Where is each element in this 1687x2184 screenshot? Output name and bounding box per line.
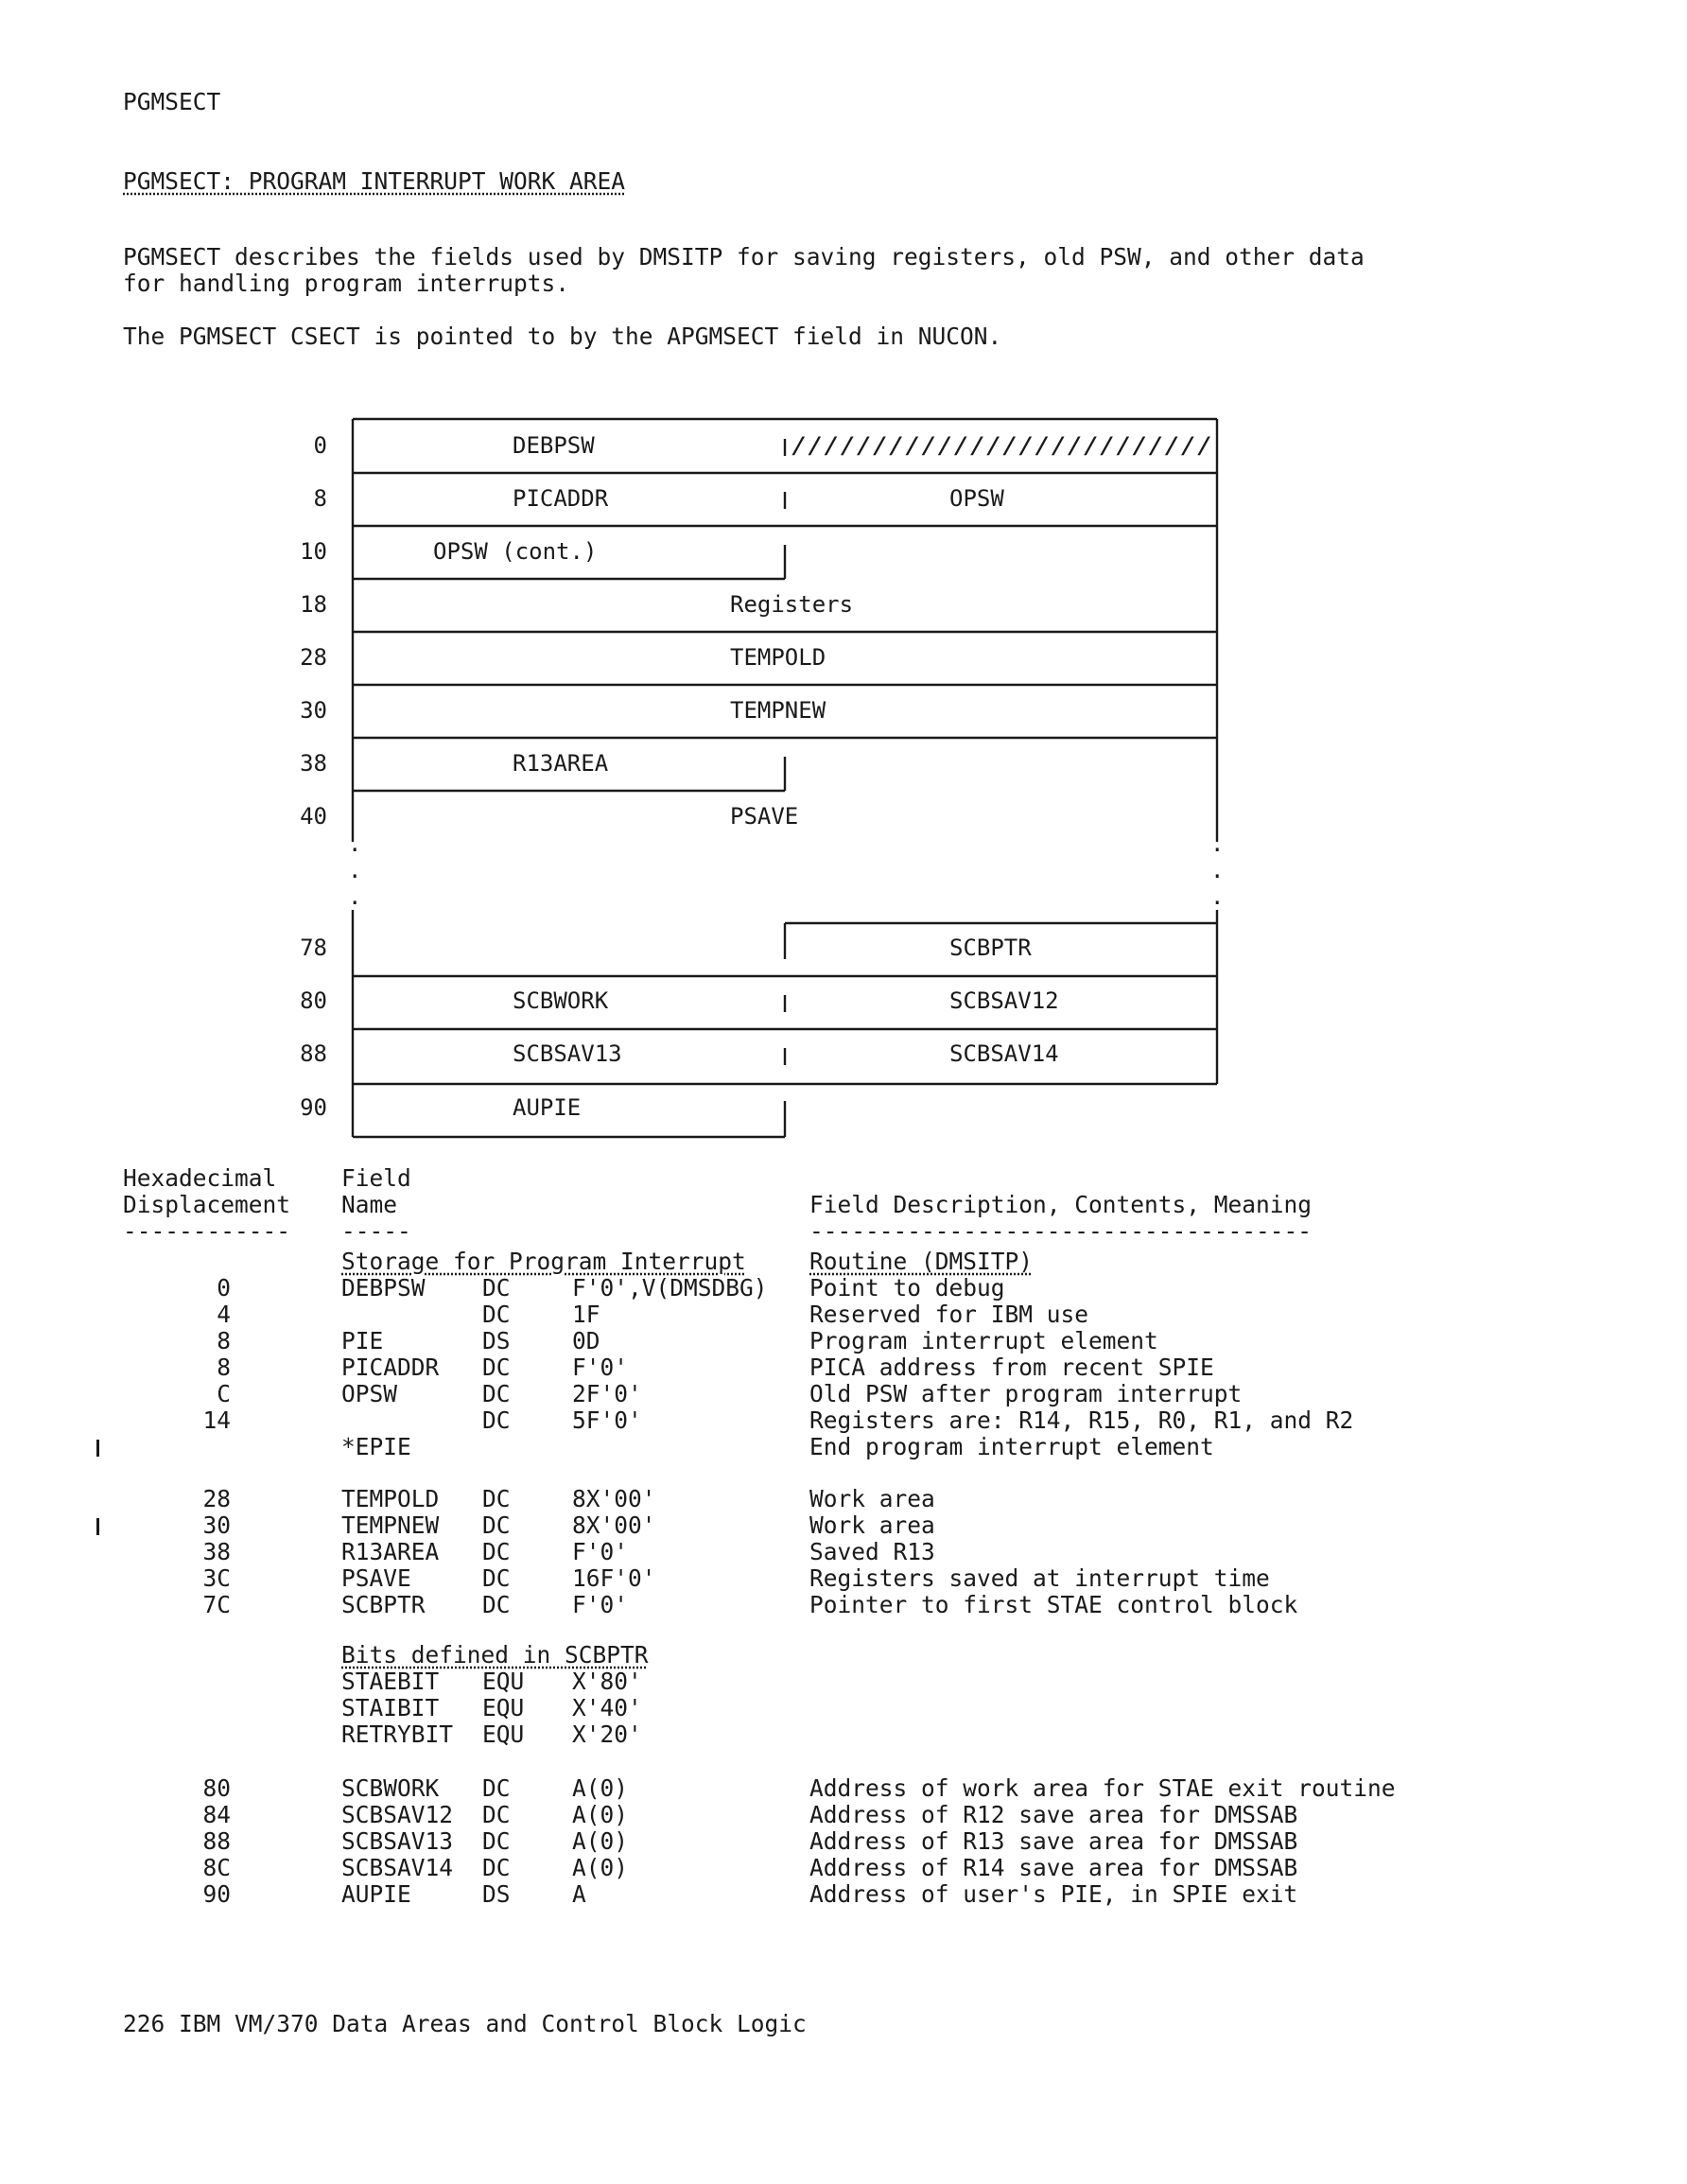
row-description: Work area [809, 1511, 935, 1539]
row-field-name: SCBWORK [341, 1774, 440, 1802]
row-description: Registers are: R14, R15, R0, R1, and R2 [809, 1406, 1354, 1434]
row-type: DC [482, 1801, 511, 1828]
row-field-name: PICADDR [341, 1354, 440, 1381]
row-type: DC [482, 1564, 511, 1592]
row-field-name: *EPIE [341, 1433, 411, 1460]
row-displacement: 7C [202, 1591, 231, 1618]
row-displacement: 90 [202, 1880, 231, 1908]
field-label-tempold: TEMPOLD [730, 644, 826, 671]
field-label-opsw-cont: OPSW (cont.) [433, 538, 598, 565]
row-displacement: 14 [202, 1406, 231, 1434]
field-label-scbsav12: SCBSAV12 [949, 987, 1059, 1014]
row-value: F'0',V(DMSDBG) [572, 1274, 768, 1302]
row-description: Address of R12 save area for DMSSAB [809, 1801, 1298, 1828]
row-value: A(0) [572, 1801, 629, 1828]
field-label-picaddr: PICADDR [513, 485, 609, 512]
offset-label: 28 [300, 644, 327, 671]
row-field-name: RETRYBIT [341, 1721, 454, 1748]
field-label-debpsw: DEBPSW [513, 432, 595, 459]
row-value: A [572, 1880, 586, 1908]
row-value: 1F [572, 1301, 600, 1328]
row-description: Pointer to first STAE control block [809, 1591, 1298, 1618]
row-type: DS [482, 1327, 511, 1354]
header-hex-displacement-2: Displacement [123, 1191, 291, 1218]
row-value: 5F'0' [572, 1406, 642, 1434]
row-type: EQU [482, 1668, 525, 1695]
offset-label: 8 [313, 485, 327, 512]
field-label-tempnew: TEMPNEW [730, 697, 826, 724]
intro-paragraph-2: The PGMSECT CSECT is pointed to by the APGMSECT field in NUCON. [123, 323, 1002, 350]
offset-label: 0 [313, 432, 327, 459]
row-type: DC [482, 1511, 511, 1539]
row-field-name: SCBPTR [341, 1591, 426, 1618]
row-field-name: SCBSAV13 [341, 1827, 454, 1855]
row-displacement: 88 [202, 1827, 231, 1855]
row-field-name: R13AREA [341, 1538, 440, 1565]
field-label-scbsav14: SCBSAV14 [949, 1040, 1059, 1067]
offset-label: 40 [300, 803, 327, 830]
row-type: EQU [482, 1721, 525, 1748]
header-rule-2: ----- [341, 1217, 411, 1245]
row-type: DC [482, 1591, 511, 1618]
row-field-name: STAIBIT [341, 1694, 440, 1721]
row-displacement: 38 [202, 1538, 231, 1565]
field-label-aupie: AUPIE [513, 1094, 582, 1121]
row-displacement: 3C [202, 1564, 231, 1592]
row-value: 8X'00' [572, 1485, 656, 1512]
offset-label: 78 [300, 935, 327, 961]
field-label-scbptr: SCBPTR [949, 935, 1032, 961]
row-value: F'0' [572, 1354, 629, 1381]
row-field-name: TEMPNEW [341, 1511, 440, 1539]
group-title-storage: Storage for Program Interrupt [341, 1248, 746, 1275]
continuation-dot: . [348, 857, 362, 883]
running-head: PGMSECT [123, 88, 221, 115]
row-displacement: C [217, 1380, 231, 1407]
row-value: X'40' [572, 1694, 642, 1721]
row-value: A(0) [572, 1854, 629, 1881]
group-title-routine: Routine (DMSITP) [809, 1248, 1034, 1275]
header-field-name-2: Name [341, 1191, 398, 1218]
row-description: Registers saved at interrupt time [809, 1564, 1270, 1592]
row-field-name: DEBPSW [341, 1274, 426, 1302]
row-displacement: 28 [202, 1485, 231, 1512]
offset-label: 80 [300, 987, 327, 1014]
continuation-dot: . [1210, 883, 1225, 910]
row-type: DS [482, 1880, 511, 1908]
row-displacement: 4 [217, 1301, 231, 1328]
field-label-scbsav13: SCBSAV13 [513, 1040, 622, 1067]
header-rule-1: ------------ [123, 1217, 291, 1245]
row-description: Point to debug [809, 1274, 1005, 1302]
row-description: Saved R13 [809, 1538, 935, 1565]
change-bar [96, 1518, 99, 1535]
row-value: A(0) [572, 1774, 629, 1802]
row-value: X'20' [572, 1721, 642, 1748]
continuation-dot: . [348, 883, 362, 910]
row-type: DC [482, 1485, 511, 1512]
row-value: F'0' [572, 1591, 629, 1618]
field-label-opsw: OPSW [949, 485, 1004, 512]
row-type: DC [482, 1406, 511, 1434]
offset-label: 38 [300, 750, 327, 777]
row-displacement: 8C [202, 1854, 231, 1881]
row-description: Address of R13 save area for DMSSAB [809, 1827, 1298, 1855]
group-title-bits: Bits defined in SCBPTR [341, 1641, 649, 1669]
row-description: Reserved for IBM use [809, 1301, 1089, 1328]
header-hex-displacement-1: Hexadecimal [123, 1164, 277, 1192]
row-type: DC [482, 1301, 511, 1328]
section-title: PGMSECT: PROGRAM INTERRUPT WORK AREA [123, 167, 626, 195]
row-displacement: 84 [202, 1801, 231, 1828]
row-field-name: AUPIE [341, 1880, 411, 1908]
row-type: DC [482, 1854, 511, 1881]
row-description: End program interrupt element [809, 1433, 1214, 1460]
row-description: Address of user's PIE, in SPIE exit [809, 1880, 1298, 1908]
row-value: 2F'0' [572, 1380, 642, 1407]
row-field-name: PIE [341, 1327, 384, 1354]
field-label-registers: Registers [730, 591, 854, 618]
row-value: 16F'0' [572, 1564, 656, 1592]
field-label-reserved: ////////////////////////// [791, 432, 1212, 459]
row-description: Old PSW after program interrupt [809, 1380, 1243, 1407]
row-field-name: SCBSAV14 [341, 1854, 454, 1881]
header-field-name-1: Field [341, 1164, 411, 1192]
row-value: 0D [572, 1327, 600, 1354]
field-label-psave: PSAVE [730, 803, 799, 830]
page-footer: 226 IBM VM/370 Data Areas and Control Block Logic [123, 2010, 807, 2037]
offset-label: 10 [300, 538, 327, 565]
row-type: DC [482, 1274, 511, 1302]
row-description: PICA address from recent SPIE [809, 1354, 1214, 1381]
continuation-dot: . [1210, 830, 1225, 857]
row-value: F'0' [572, 1538, 629, 1565]
row-description: Program interrupt element [809, 1327, 1158, 1354]
offset-label: 88 [300, 1040, 327, 1067]
row-displacement: 8 [217, 1354, 231, 1381]
row-value: 8X'00' [572, 1511, 656, 1539]
row-displacement: 30 [202, 1511, 231, 1539]
field-label-r13area: R13AREA [513, 750, 609, 777]
change-bar [96, 1440, 99, 1457]
header-field-description: Field Description, Contents, Meaning [809, 1191, 1313, 1218]
intro-paragraph-line-2: for handling program interrupts. [123, 270, 570, 297]
row-description: Address of R14 save area for DMSSAB [809, 1854, 1298, 1881]
row-type: DC [482, 1354, 511, 1381]
row-type: DC [482, 1827, 511, 1855]
row-displacement: 8 [217, 1327, 231, 1354]
row-value: X'80' [572, 1668, 642, 1695]
continuation-dot: . [1210, 857, 1225, 883]
offset-label: 90 [300, 1094, 327, 1121]
intro-paragraph-line-1: PGMSECT describes the fields used by DMSITP for saving registers, old PSW, and other data [123, 243, 1365, 271]
row-type: DC [482, 1774, 511, 1802]
row-displacement: 0 [217, 1274, 231, 1302]
row-type: DC [482, 1380, 511, 1407]
field-label-scbwork: SCBWORK [513, 987, 609, 1014]
offset-label: 30 [300, 697, 327, 724]
continuation-dot: . [348, 830, 362, 857]
row-field-name: STAEBIT [341, 1668, 440, 1695]
row-type: DC [482, 1538, 511, 1565]
row-field-name: PSAVE [341, 1564, 411, 1592]
row-displacement: 80 [202, 1774, 231, 1802]
row-field-name: TEMPOLD [341, 1485, 440, 1512]
row-description: Address of work area for STAE exit routine [809, 1774, 1396, 1802]
header-rule-3: ------------------------------------ [809, 1217, 1313, 1245]
row-field-name: SCBSAV12 [341, 1801, 454, 1828]
row-value: A(0) [572, 1827, 629, 1855]
row-type: EQU [482, 1694, 525, 1721]
row-field-name: OPSW [341, 1380, 398, 1407]
offset-label: 18 [300, 591, 327, 618]
row-description: Work area [809, 1485, 935, 1512]
